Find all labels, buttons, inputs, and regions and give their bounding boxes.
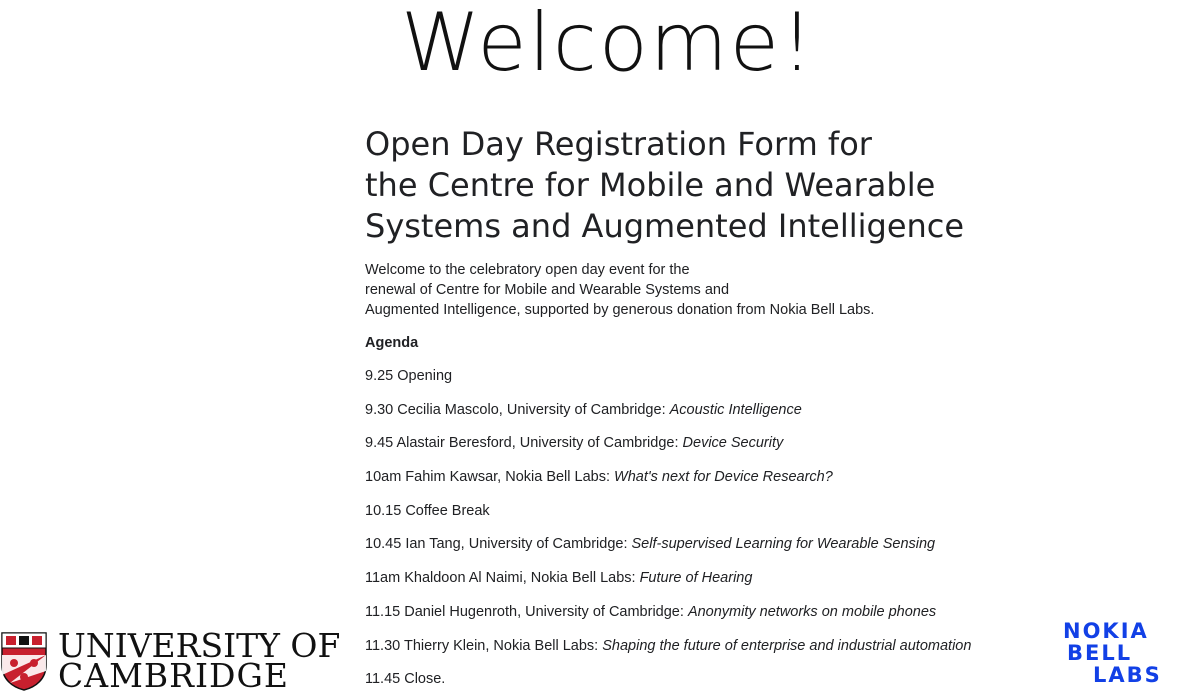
agenda-item	[365, 534, 971, 568]
form-title-line: Open Day Registration Form for	[365, 125, 872, 163]
university-of-cambridge-logo	[0, 626, 341, 695]
agenda-item-text: 11.45 Close.	[365, 671, 446, 688]
form-title	[365, 124, 965, 247]
agenda-item-text: 9.45 Alastair Beresford, University of Cambridge:	[365, 435, 683, 452]
agenda-item-topic: Self-supervised Learning for Wearable Sensing	[631, 536, 936, 553]
agenda-heading: Agenda	[365, 335, 419, 351]
intro-line: Welcome to the celebratory open day event for the	[365, 262, 690, 278]
agenda-item-text: 11.15 Daniel Hugenroth, University of Cambridge:	[365, 603, 688, 620]
cambridge-logo-line: UNIVERSITY OF	[58, 626, 341, 665]
nokia-logo-line: LABS	[1093, 663, 1162, 687]
agenda-item	[365, 602, 971, 636]
agenda-item-topic: Acoustic Intelligence	[669, 401, 802, 418]
nokia-bell-labs-logo	[1063, 620, 1183, 686]
agenda-list	[365, 366, 971, 696]
agenda-item-text: 10.45 Ian Tang, University of Cambridge:	[365, 536, 632, 553]
welcome-heading: Welcome!	[400, 0, 815, 89]
nokia-logo-line: BELL	[1067, 641, 1133, 665]
form-title-line: the Centre for Mobile and Wearable	[365, 166, 936, 204]
agenda-item-topic: Device Security	[682, 435, 784, 452]
agenda-item	[365, 501, 971, 535]
agenda-item-text: 10.15 Coffee Break	[365, 502, 490, 519]
agenda-item-topic: What's next for Device Research?	[614, 469, 833, 486]
intro-line: renewal of Centre for Mobile and Wearable Systems and	[365, 282, 730, 298]
nokia-logo-line: NOKIA	[1063, 619, 1149, 643]
agenda-item	[365, 467, 971, 501]
agenda-item-text: 11am Khaldoon Al Naimi, Nokia Bell Labs:	[365, 570, 640, 587]
agenda-item	[365, 366, 971, 400]
agenda-item-text: 9.30 Cecilia Mascolo, University of Cambridge:	[365, 401, 670, 418]
intro-line: Augmented Intelligence, supported by generous donation from Nokia Bell Labs.	[365, 302, 875, 318]
agenda-item	[365, 433, 971, 467]
agenda-item-text: 10am Fahim Kawsar, Nokia Bell Labs:	[365, 469, 615, 486]
agenda-item	[365, 400, 971, 434]
agenda-item-text: 9.25 Opening	[365, 368, 453, 384]
agenda-item	[365, 669, 971, 696]
agenda-item-topic: Anonymity networks on mobile phones	[687, 603, 937, 620]
agenda-item-topic: Shaping the future of enterprise and industrial automation	[602, 637, 972, 654]
agenda-item-topic: Future of Hearing	[639, 570, 753, 587]
cambridge-shield-icon	[0, 631, 48, 691]
form-title-line: Systems and Augmented Intelligence	[365, 207, 965, 245]
agenda-item	[365, 636, 971, 670]
agenda-item	[365, 568, 971, 602]
agenda-item-text: 11.30 Thierry Klein, Nokia Bell Labs:	[365, 637, 603, 654]
intro-text	[365, 260, 874, 320]
cambridge-logo-line: CAMBRIDGE	[58, 656, 289, 695]
